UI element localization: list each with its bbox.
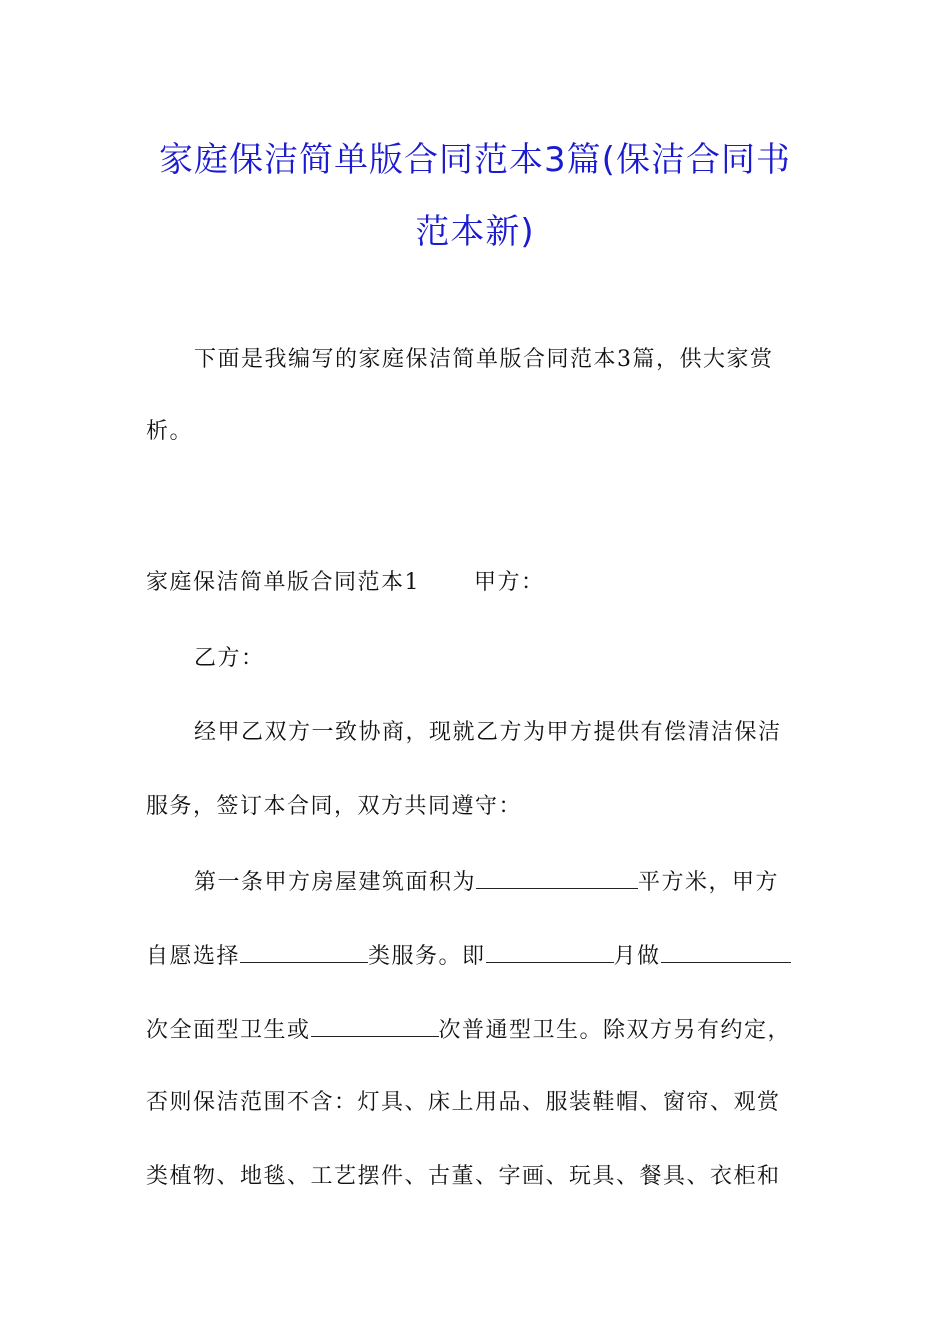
title-line-2: 范本新) xyxy=(415,212,535,252)
paragraph-1-line-2: 服务，签订本合同，双方共同遵守： xyxy=(146,794,523,819)
article-1-line-3 xyxy=(146,1014,791,1046)
article-1-line-4: 否则保洁范围不含：灯具、床上用品、服装鞋帽、窗帘、观赏 xyxy=(146,1090,781,1115)
area-blank[interactable] xyxy=(476,866,638,889)
full-cleaning-count-blank[interactable] xyxy=(661,940,791,963)
article-1-text-c: 自愿选择 xyxy=(146,944,241,969)
article-1-text-a: 第一条甲方房屋建筑面积为 xyxy=(194,870,477,895)
title-line-1: 家庭保洁简单版合同范本3篇(保洁合同书 xyxy=(159,140,791,180)
party-a-label: 甲方： xyxy=(474,570,545,595)
article-1-text-d: 类服务。即 xyxy=(368,944,486,969)
article-1-line-1 xyxy=(194,866,779,898)
article-1-text-e: 月做 xyxy=(613,944,661,969)
article-1-text-f: 次全面型卫生或 xyxy=(146,1018,311,1043)
intro-line-2: 析。 xyxy=(146,419,194,444)
months-blank[interactable] xyxy=(486,940,614,963)
intro-line-1: 下面是我编写的家庭保洁简单版合同范本3篇，供大家赏 xyxy=(194,347,774,372)
regular-cleaning-count-blank[interactable] xyxy=(311,1014,439,1037)
article-1-line-2 xyxy=(146,940,791,972)
paragraph-1-line-1: 经甲乙双方一致协商，现就乙方为甲方提供有偿清洁保洁 xyxy=(194,720,782,745)
article-1-text-b: 平方米，甲方 xyxy=(638,870,780,895)
party-b-label: 乙方： xyxy=(194,646,265,671)
service-type-blank[interactable] xyxy=(240,940,368,963)
article-1-line-5: 类植物、地毯、工艺摆件、古董、字画、玩具、餐具、衣柜和 xyxy=(146,1164,781,1189)
article-1-text-g: 次普通型卫生。除双方另有约定， xyxy=(438,1018,792,1043)
section-heading: 家庭保洁简单版合同范本1 xyxy=(146,570,420,595)
